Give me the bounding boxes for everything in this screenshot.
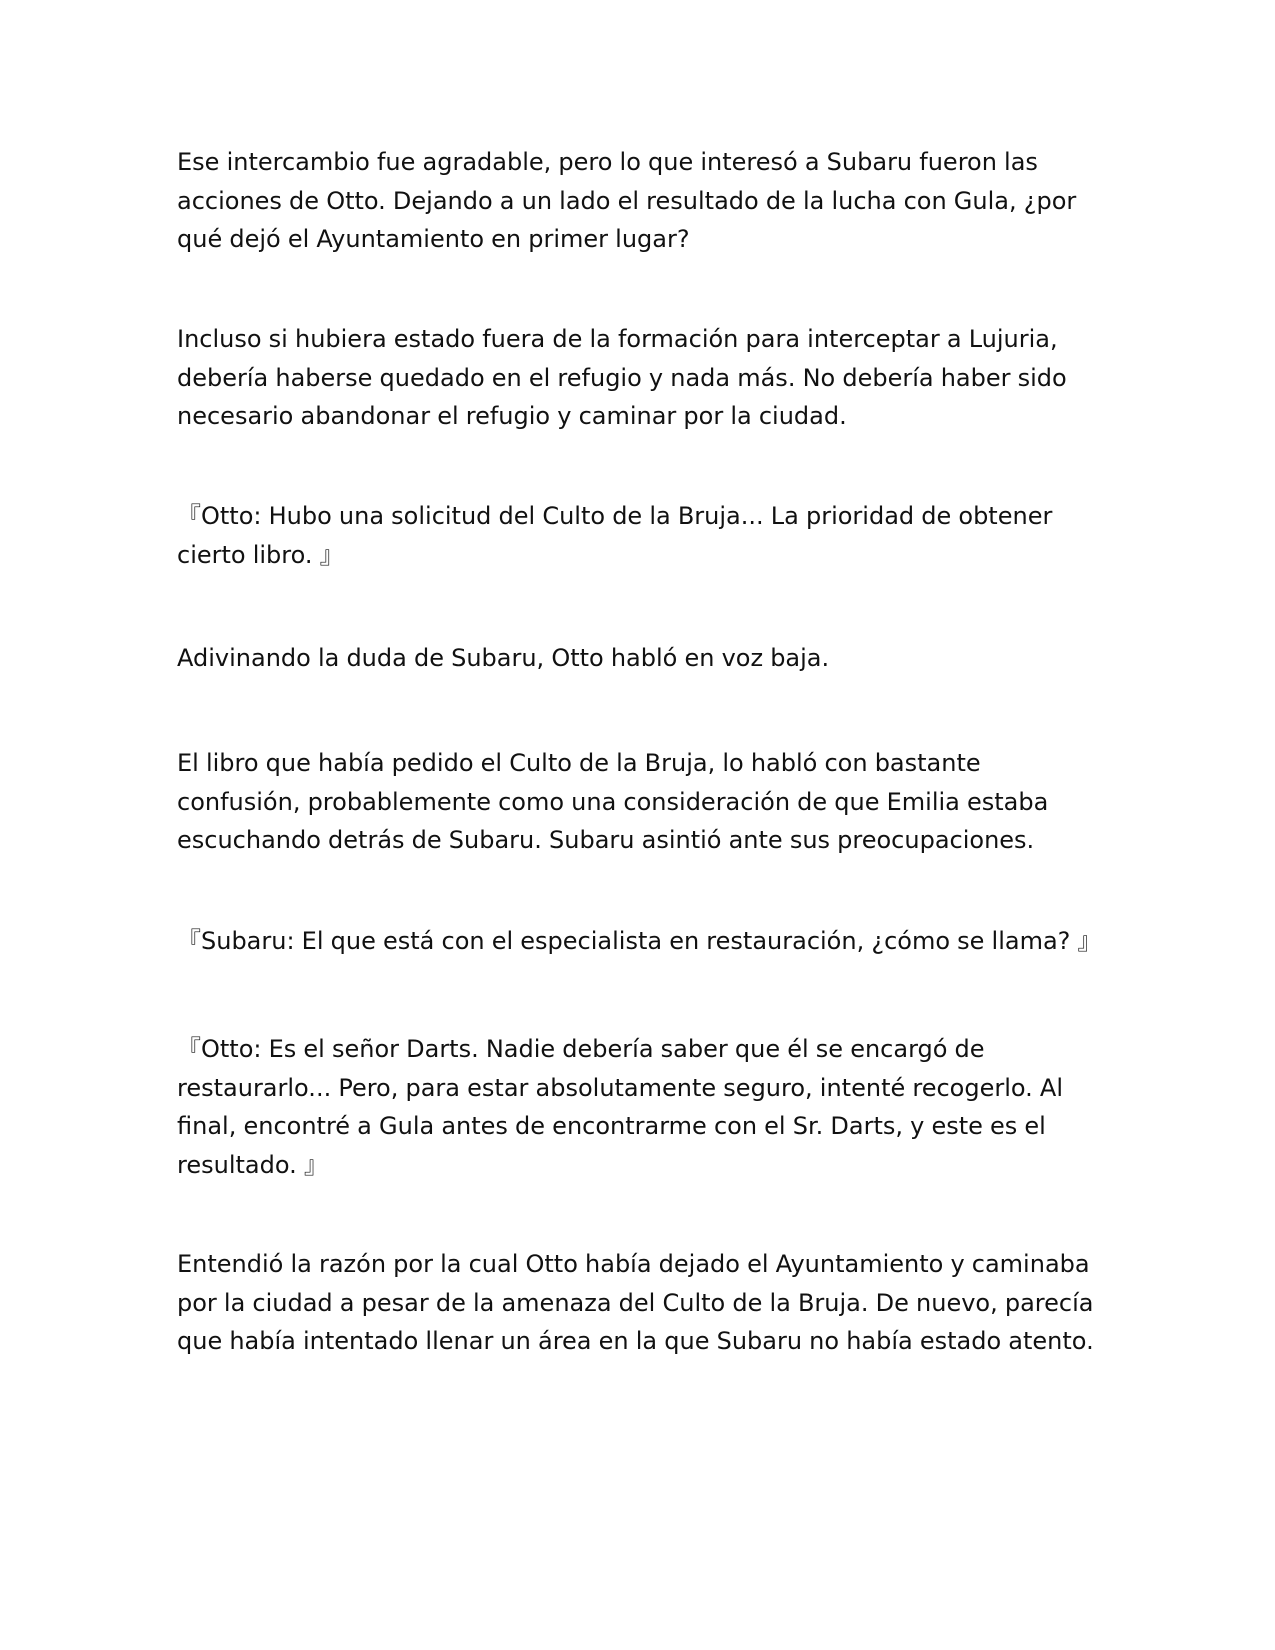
dialogue-otto-request: 『Otto: Hubo una solicitud del Culto de la Bruja... La prioridad de obtener cierto libro. 』 [177,502,1053,569]
paragraph-formation: Incluso si hubiera estado fuera de la formación para interceptar a Lujuria, debería haberse quedado en el refugio y nada más. No debería haber sido necesario abandonar el refugio y caminar por la ciudad. [177,325,1067,430]
dialogue-subaru-question: 『Subaru: El que está con el especialista en restauración, ¿cómo se llama? 』 [177,927,1102,955]
paragraph-exchange: Ese intercambio fue agradable, pero lo que interesó a Subaru fueron las acciones de Otto. Dejando a un lado el resultado de la lucha con Gula, ¿por qué dejó el Ayuntamiento en primer lugar? [177,148,1077,253]
paragraph-book: El libro que había pedido el Culto de la Bruja, lo habló con bastante confusión, probablemente como una consideración de que Emilia estaba escuchando detrás de Subaru. Subaru asintió ante sus preocupaciones. [177,749,1049,854]
paragraph-guessing: Adivinando la duda de Subaru, Otto habló en voz baja. [177,644,830,672]
paragraph-understood: Entendió la razón por la cual Otto había dejado el Ayuntamiento y caminaba por la ciudad a pesar de la amenaza del Culto de la Bruja. De nuevo, parecía que había intentado llenar un área en la que Subaru no había estado atento. [177,1250,1094,1355]
dialogue-otto-darts: 『Otto: Es el señor Darts. Nadie debería saber que él se encargó de restaurarlo... Pero, para estar absolutamente seguro, intenté recogerlo. Al final, encontré a Gula antes de encontrarme con el Sr. Darts, y este es el resultado. 』 [177,1035,1063,1179]
